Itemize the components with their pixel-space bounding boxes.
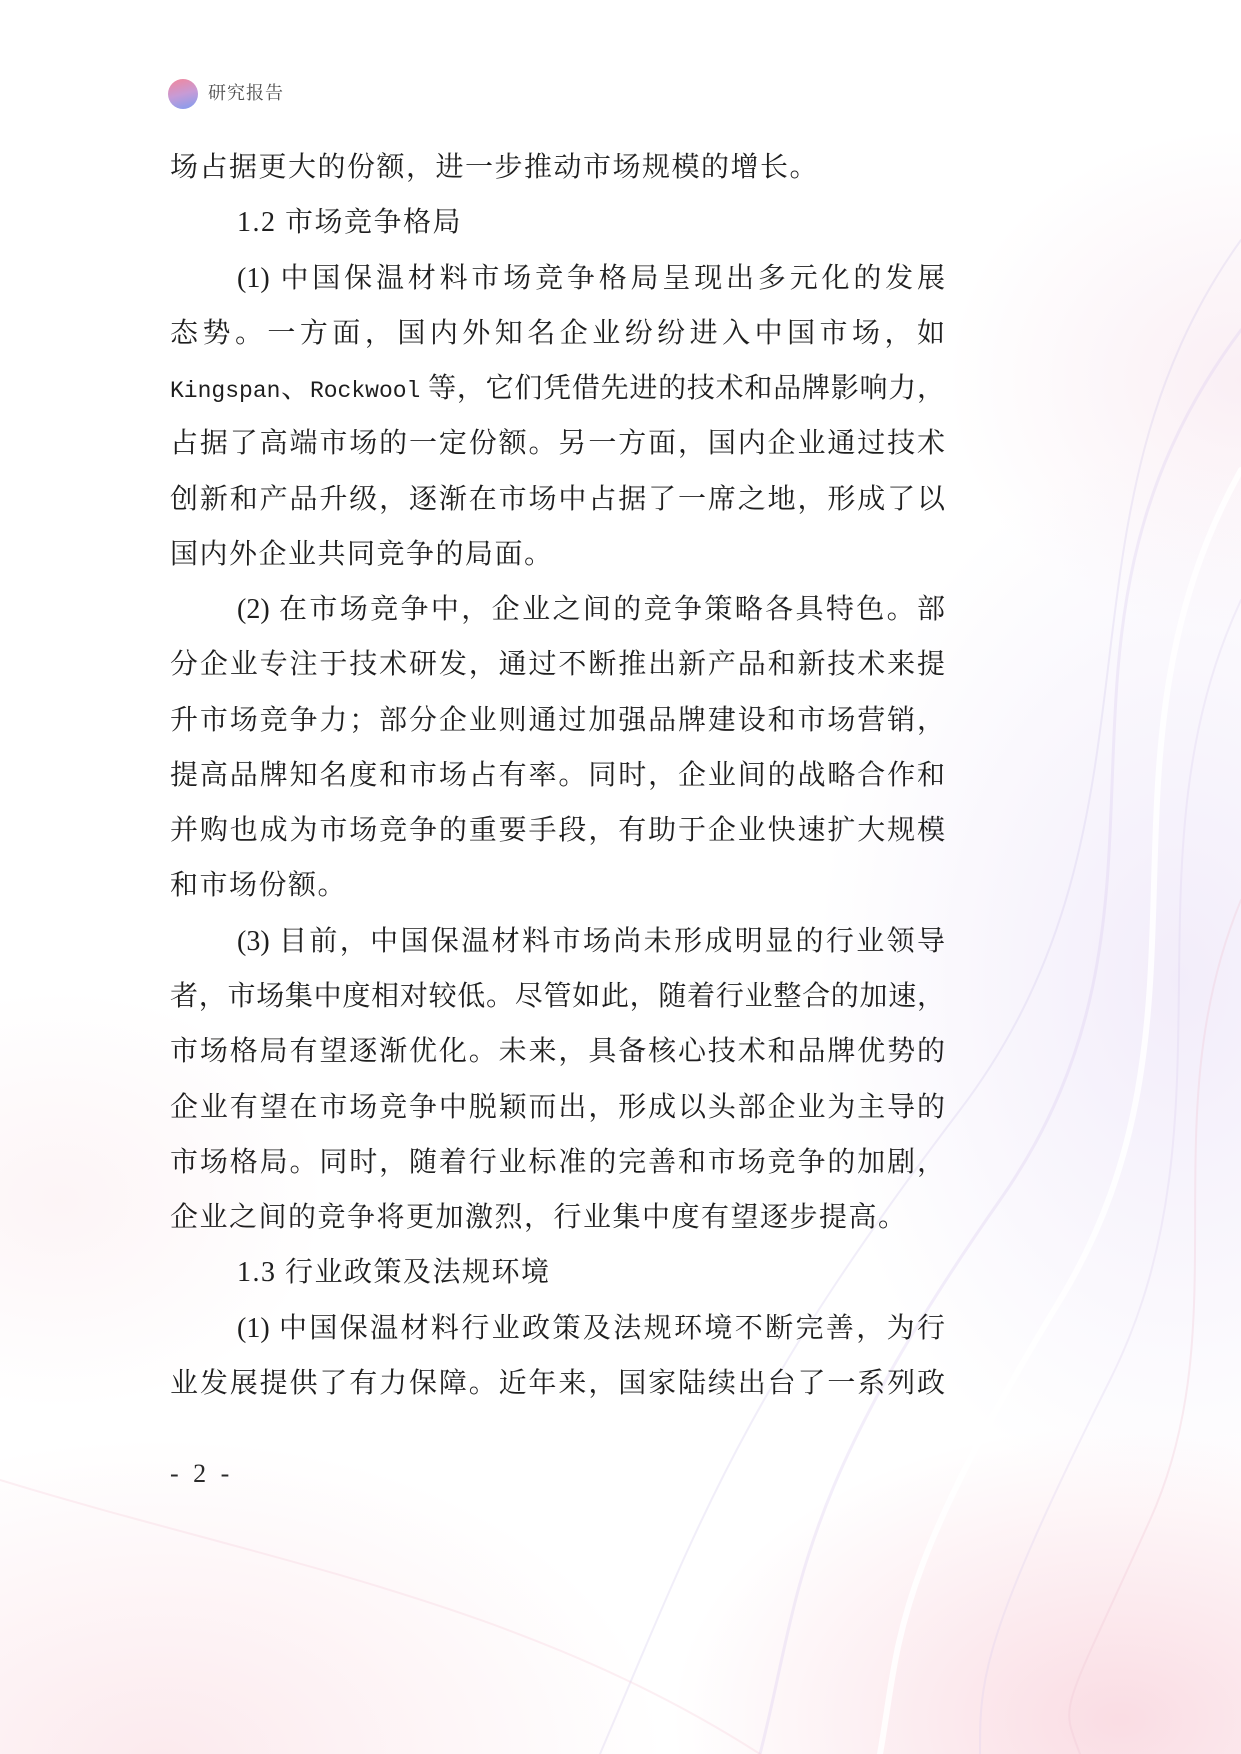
text-line: 市场格局。同时，随着行业标准的完善和市场竞争的加剧， (170, 1146, 945, 1178)
text-line: 市场格局有望逐渐优化。未来，具备核心技术和品牌优势的 (170, 1036, 945, 1068)
text-line (170, 361, 945, 416)
section-heading: 1.2 市场竞争格局 (237, 207, 463, 239)
text-line: 场占据更大的份额，进一步推动市场规模的增长。 (170, 152, 820, 183)
page-header (168, 79, 284, 109)
text-line: (1) 中国保温材料行业政策及法规环境不断完善，为行 (237, 1312, 945, 1344)
paragraph (170, 1301, 945, 1412)
text-line: 业发展提供了有力保障。近年来，国家陆续出台了一系列政 (170, 1367, 945, 1399)
document-body (170, 140, 945, 1411)
report-logo-icon (168, 79, 198, 109)
section-heading: 1.3 行业政策及法规环境 (237, 1257, 551, 1289)
text-line: 态势。一方面，国内外知名企业纷纷进入中国市场，如 (170, 317, 945, 349)
text-line: 升市场竞争力；部分企业则通过加强品牌建设和市场营销， (170, 704, 945, 736)
text-segment: 等，它们凭借先进的技术和品牌影响力， (420, 373, 945, 405)
header-label: 研究报告 (208, 83, 284, 104)
company-name: Rockwool (309, 378, 421, 405)
text-line: 占据了高端市场的一定份额。另一方面，国内企业通过技术 (170, 428, 945, 460)
paragraph (170, 582, 945, 914)
text-line: 提高品牌知名度和市场占有率。同时，企业间的战略合作和 (170, 759, 945, 791)
text-line: 并购也成为市场竞争的重要手段，有助于企业快速扩大规模 (170, 815, 945, 847)
paragraph (170, 914, 945, 1246)
text-line: 企业之间的竞争将更加激烈，行业集中度有望逐步提高。 (170, 1202, 908, 1234)
text-segment: 、 (280, 373, 310, 405)
text-line: 者，市场集中度相对较低。尽管如此，随着行业整合的加速， (170, 980, 945, 1012)
company-name: Kingspan (170, 378, 281, 405)
text-line: 分企业专注于技术研发，通过不断推出新产品和新技术来提 (170, 649, 945, 681)
page-number: - 2 - (170, 1459, 234, 1488)
text-line: (1) 中国保温材料市场竞争格局呈现出多元化的发展 (237, 262, 945, 294)
text-line: (3) 目前，中国保温材料市场尚未形成明显的行业领导 (237, 925, 945, 957)
text-line: 和市场份额。 (170, 870, 348, 902)
paragraph (170, 251, 945, 583)
text-line: (2) 在市场竞争中，企业之间的竞争策略各具特色。部 (237, 594, 945, 626)
text-line: 国内外企业共同竞争的局面。 (170, 538, 554, 570)
text-line: 企业有望在市场竞争中脱颖而出，形成以头部企业为主导的 (170, 1091, 945, 1123)
text-line: 创新和产品升级，逐渐在市场中占据了一席之地，形成了以 (170, 483, 945, 515)
